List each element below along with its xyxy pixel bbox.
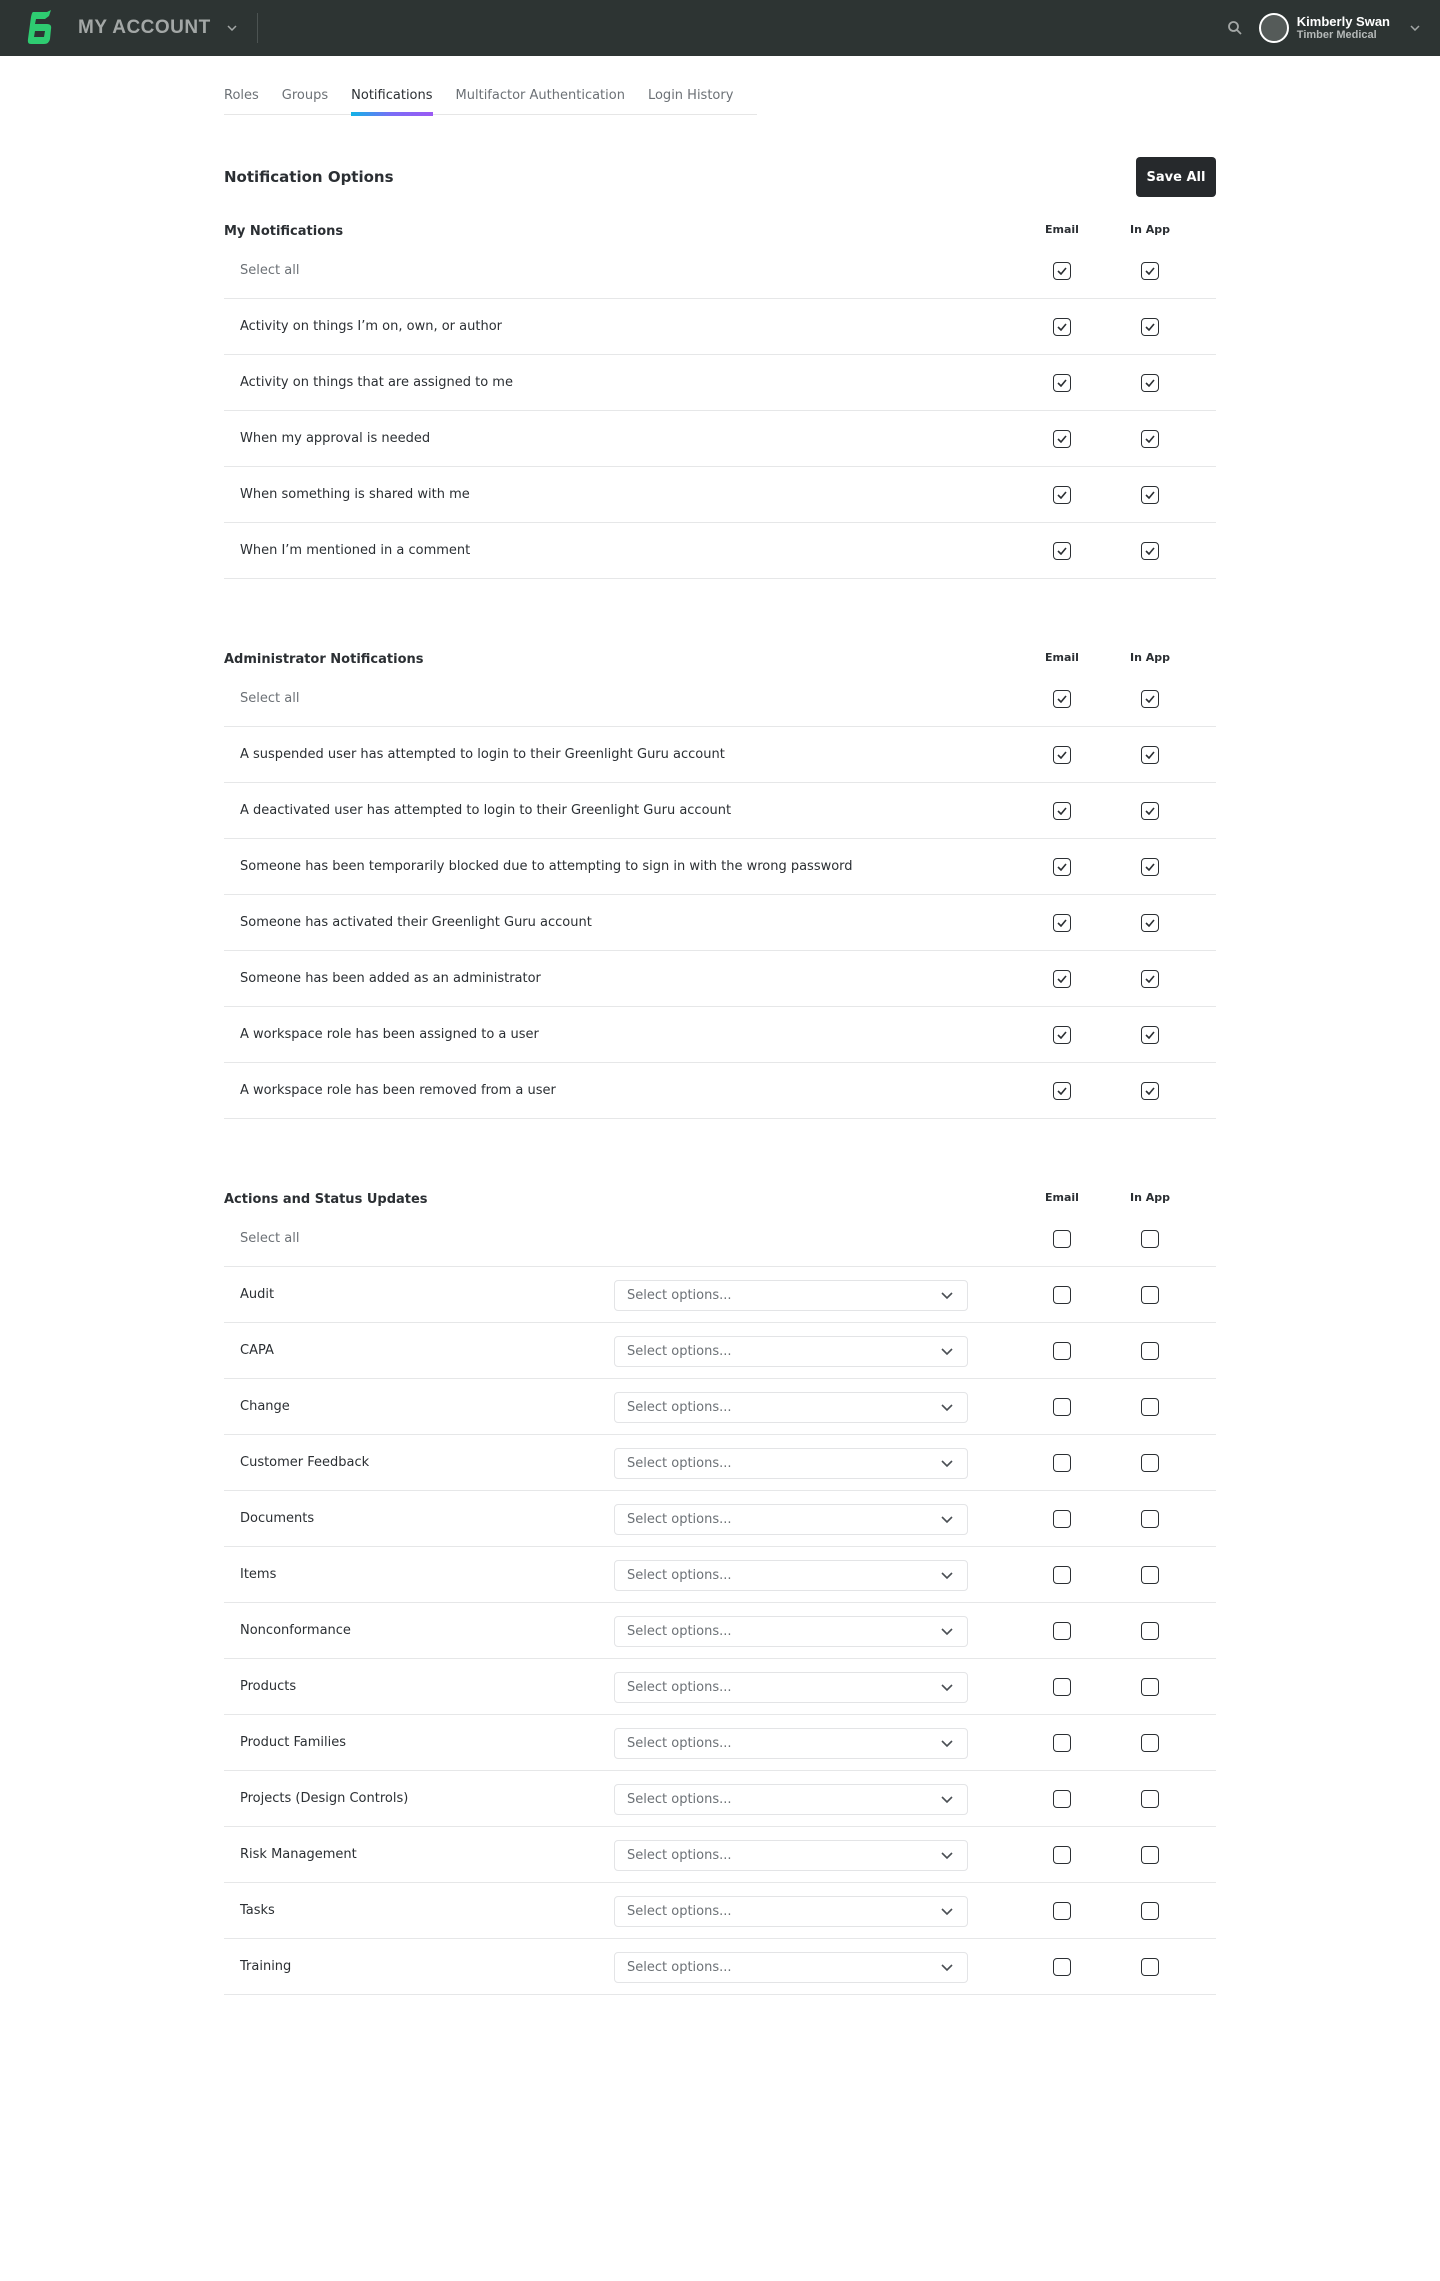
in-app-checkbox[interactable] [1141, 1286, 1159, 1304]
notification-label: Product Families [240, 1735, 347, 1750]
notification-label: Customer Feedback [240, 1455, 370, 1470]
notification-label: CAPA [240, 1343, 274, 1358]
notification-label: Products [240, 1679, 297, 1694]
actions-status-updates-section [224, 1187, 1216, 1995]
email-checkbox[interactable] [1053, 1958, 1071, 1976]
account-tabs [224, 82, 757, 115]
email-checkbox[interactable] [1053, 430, 1071, 448]
avatar[interactable] [1259, 13, 1289, 43]
email-checkbox[interactable] [1053, 802, 1071, 820]
notification-label: A deactivated user has attempted to login to their Greenlight Guru account [240, 803, 732, 818]
select-placeholder: Select options... [627, 1456, 732, 1471]
chevron-down-icon [939, 1680, 955, 1696]
chevron-down-icon [939, 1792, 955, 1808]
section-title: Administrator Notifications [224, 651, 424, 667]
in-app-column-header: In App [1129, 651, 1170, 664]
notification-row-a-suspended-user-has-attempted-to-login-to-their-greenlight-guru-account [224, 727, 1216, 783]
email-checkbox[interactable] [1053, 486, 1071, 504]
main-content [224, 82, 1216, 1995]
select-placeholder: Select options... [627, 1904, 732, 1919]
notification-label: When I’m mentioned in a comment [240, 543, 471, 558]
checkmark-icon [1145, 379, 1155, 387]
notification-row-items [224, 1547, 1216, 1603]
tab-login-history[interactable]: Login History [647, 88, 734, 103]
chevron-down-icon [939, 1960, 955, 1976]
checkmark-icon [1145, 1031, 1155, 1039]
select-all-in-app-checkbox[interactable] [1141, 262, 1159, 280]
notification-row-nonconformance [224, 1603, 1216, 1659]
checkmark-icon [1145, 323, 1155, 331]
email-checkbox[interactable] [1053, 1510, 1071, 1528]
checkmark-icon [1057, 695, 1067, 703]
tab-multifactor-authentication[interactable]: Multifactor Authentication [455, 88, 625, 103]
notification-row-when-something-is-shared-with-me [224, 467, 1216, 523]
notification-label: Risk Management [240, 1847, 357, 1862]
checkmark-icon [1057, 919, 1067, 927]
checkmark-icon [1057, 807, 1067, 815]
options-select-risk-management[interactable] [614, 1840, 968, 1871]
administrator-notifications-section [224, 647, 1216, 1119]
chevron-down-icon [939, 1456, 955, 1472]
notification-row-when-my-approval-is-needed [224, 411, 1216, 467]
in-app-checkbox[interactable] [1141, 1510, 1159, 1528]
user-org: Timber Medical [1296, 29, 1377, 41]
select-all-email-checkbox[interactable] [1053, 262, 1071, 280]
tab-groups[interactable]: Groups [281, 88, 329, 103]
tab-notifications[interactable]: Notifications [351, 82, 432, 115]
in-app-checkbox[interactable] [1141, 374, 1159, 392]
in-app-checkbox[interactable] [1141, 1846, 1159, 1864]
select-placeholder: Select options... [627, 1736, 732, 1751]
notification-label: A suspended user has attempted to login to their Greenlight Guru account [240, 747, 725, 762]
checkmark-icon [1145, 1087, 1155, 1095]
select-all-row [224, 671, 1216, 727]
email-checkbox[interactable] [1053, 1342, 1071, 1360]
notification-row-risk-management [224, 1827, 1216, 1883]
checkmark-icon [1145, 863, 1155, 871]
in-app-checkbox[interactable] [1141, 746, 1159, 764]
notification-row-audit [224, 1267, 1216, 1323]
checkmark-icon [1057, 491, 1067, 499]
select-placeholder: Select options... [627, 1792, 732, 1807]
select-placeholder: Select options... [627, 1624, 732, 1639]
notification-row-activity-on-things-that-are-assigned-to-me [224, 355, 1216, 411]
email-checkbox[interactable] [1053, 1026, 1071, 1044]
notification-label: When my approval is needed [240, 431, 431, 446]
notification-label: Documents [240, 1511, 315, 1526]
checkmark-icon [1145, 751, 1155, 759]
email-column-header: Email [1045, 651, 1079, 664]
notification-label: Someone has activated their Greenlight Guru account [240, 915, 592, 930]
top-nav-bar [0, 0, 1440, 56]
email-checkbox[interactable] [1053, 1454, 1071, 1472]
options-select-items[interactable] [614, 1560, 968, 1591]
checkmark-icon [1057, 1087, 1067, 1095]
app-title[interactable]: MY ACCOUNT [78, 17, 211, 38]
in-app-checkbox[interactable] [1141, 1398, 1159, 1416]
notification-row-training [224, 1939, 1216, 1995]
email-checkbox[interactable] [1053, 1846, 1071, 1864]
checkmark-icon [1145, 491, 1155, 499]
checkmark-icon [1145, 547, 1155, 555]
chevron-down-icon [939, 1344, 955, 1360]
checkmark-icon [1057, 547, 1067, 555]
divider [257, 13, 258, 43]
notification-row-capa [224, 1323, 1216, 1379]
chevron-down-icon [939, 1568, 955, 1584]
in-app-column-header: In App [1129, 1191, 1170, 1204]
email-checkbox[interactable] [1053, 970, 1071, 988]
checkmark-icon [1145, 919, 1155, 927]
notification-row-customer-feedback [224, 1435, 1216, 1491]
notification-label: Someone has been temporarily blocked due to attempting to sign in with the wrong password [240, 859, 853, 874]
in-app-checkbox[interactable] [1141, 1566, 1159, 1584]
notification-label: Change [240, 1399, 290, 1414]
notification-label: Activity on things that are assigned to me [240, 375, 513, 390]
notification-row-documents [224, 1491, 1216, 1547]
select-placeholder: Select options... [627, 1960, 732, 1975]
select-all-label: Select all [240, 691, 300, 706]
chevron-down-icon [939, 1288, 955, 1304]
notification-label: Audit [240, 1287, 275, 1302]
in-app-checkbox[interactable] [1141, 1454, 1159, 1472]
options-select-projects-design-controls[interactable] [614, 1784, 968, 1815]
notification-row-someone-has-been-temporarily-blocked-due-to-attempting-to-sign-in-with-the-wrong-password [224, 839, 1216, 895]
notification-row-change [224, 1379, 1216, 1435]
in-app-column-header: In App [1129, 223, 1170, 236]
email-checkbox[interactable] [1053, 1286, 1071, 1304]
greenlight-logo-icon[interactable] [20, 8, 60, 48]
select-placeholder: Select options... [627, 1400, 732, 1415]
email-checkbox[interactable] [1053, 1622, 1071, 1640]
notification-label: A workspace role has been assigned to a user [240, 1027, 539, 1042]
in-app-checkbox[interactable] [1141, 1734, 1159, 1752]
select-all-label: Select all [240, 263, 300, 278]
email-checkbox[interactable] [1053, 1678, 1071, 1696]
select-all-email-checkbox[interactable] [1053, 1230, 1071, 1248]
chevron-down-icon[interactable] [225, 21, 239, 35]
notification-row-a-workspace-role-has-been-assigned-to-a-user [224, 1007, 1216, 1063]
checkmark-icon [1145, 435, 1155, 443]
email-column-header: Email [1045, 223, 1079, 236]
options-select-customer-feedback[interactable] [614, 1448, 968, 1479]
notification-label: Tasks [240, 1903, 275, 1918]
email-checkbox[interactable] [1053, 858, 1071, 876]
tab-roles[interactable]: Roles [224, 88, 259, 103]
email-checkbox[interactable] [1053, 1902, 1071, 1920]
in-app-checkbox[interactable] [1141, 1082, 1159, 1100]
my-notifications-section [224, 219, 1216, 579]
select-placeholder: Select options... [627, 1344, 732, 1359]
options-select-capa[interactable] [614, 1336, 968, 1367]
checkmark-icon [1057, 323, 1067, 331]
checkmark-icon [1057, 267, 1067, 275]
select-all-in-app-checkbox[interactable] [1141, 1230, 1159, 1248]
select-all-row [224, 243, 1216, 299]
notification-label: Activity on things I’m on, own, or author [240, 319, 502, 334]
chevron-down-icon [939, 1400, 955, 1416]
email-checkbox[interactable] [1053, 1082, 1071, 1100]
notification-label: Nonconformance [240, 1623, 351, 1638]
save-all-button[interactable]: Save All [1136, 157, 1216, 197]
checkmark-icon [1057, 435, 1067, 443]
checkmark-icon [1145, 695, 1155, 703]
notification-row-a-deactivated-user-has-attempted-to-login-to-their-greenlight-guru-account [224, 783, 1216, 839]
chevron-down-icon[interactable] [1408, 21, 1422, 35]
checkmark-icon [1057, 751, 1067, 759]
options-select-products[interactable] [614, 1672, 968, 1703]
checkmark-icon [1057, 863, 1067, 871]
in-app-checkbox[interactable] [1141, 970, 1159, 988]
in-app-checkbox[interactable] [1141, 318, 1159, 336]
chevron-down-icon [939, 1624, 955, 1640]
chevron-down-icon [939, 1904, 955, 1920]
email-checkbox[interactable] [1053, 1734, 1071, 1752]
in-app-checkbox[interactable] [1141, 486, 1159, 504]
notification-row-when-i-m-mentioned-in-a-comment [224, 523, 1216, 579]
options-select-training[interactable] [614, 1952, 968, 1983]
search-icon[interactable] [1223, 16, 1247, 40]
notification-row-a-workspace-role-has-been-removed-from-a-user [224, 1063, 1216, 1119]
notification-row-someone-has-activated-their-greenlight-guru-account [224, 895, 1216, 951]
checkmark-icon [1145, 807, 1155, 815]
in-app-checkbox[interactable] [1141, 1902, 1159, 1920]
checkmark-icon [1145, 975, 1155, 983]
select-placeholder: Select options... [627, 1288, 732, 1303]
page-title: Notification Options [224, 168, 394, 186]
in-app-checkbox[interactable] [1141, 858, 1159, 876]
email-checkbox[interactable] [1053, 1566, 1071, 1584]
section-title: My Notifications [224, 223, 344, 239]
chevron-down-icon [939, 1848, 955, 1864]
checkmark-icon [1145, 267, 1155, 275]
in-app-checkbox[interactable] [1141, 1342, 1159, 1360]
notification-row-products [224, 1659, 1216, 1715]
notification-label: Items [240, 1567, 277, 1582]
email-column-header: Email [1045, 1191, 1079, 1204]
checkmark-icon [1057, 379, 1067, 387]
in-app-checkbox[interactable] [1141, 1678, 1159, 1696]
notification-label: When something is shared with me [240, 487, 470, 502]
email-checkbox[interactable] [1053, 542, 1071, 560]
select-placeholder: Select options... [627, 1848, 732, 1863]
in-app-checkbox[interactable] [1141, 1622, 1159, 1640]
notification-row-product-families [224, 1715, 1216, 1771]
notification-label: Someone has been added as an administrator [240, 971, 541, 986]
email-checkbox[interactable] [1053, 374, 1071, 392]
user-name: Kimberly Swan [1296, 14, 1390, 29]
notification-label: Training [240, 1959, 292, 1974]
email-checkbox[interactable] [1053, 914, 1071, 932]
options-select-nonconformance[interactable] [614, 1616, 968, 1647]
options-select-change[interactable] [614, 1392, 968, 1423]
select-placeholder: Select options... [627, 1568, 732, 1583]
options-select-audit[interactable] [614, 1280, 968, 1311]
options-select-product-families[interactable] [614, 1728, 968, 1759]
email-checkbox[interactable] [1053, 1398, 1071, 1416]
checkmark-icon [1057, 975, 1067, 983]
select-placeholder: Select options... [627, 1512, 732, 1527]
chevron-down-icon [939, 1512, 955, 1528]
in-app-checkbox[interactable] [1141, 542, 1159, 560]
select-all-in-app-checkbox[interactable] [1141, 690, 1159, 708]
notification-row-someone-has-been-added-as-an-administrator [224, 951, 1216, 1007]
email-checkbox[interactable] [1053, 746, 1071, 764]
select-all-email-checkbox[interactable] [1053, 690, 1071, 708]
in-app-checkbox[interactable] [1141, 1790, 1159, 1808]
select-placeholder: Select options... [627, 1680, 732, 1695]
in-app-checkbox[interactable] [1141, 914, 1159, 932]
chevron-down-icon [939, 1736, 955, 1752]
notification-label: A workspace role has been removed from a user [240, 1083, 556, 1098]
notification-label: Projects (Design Controls) [240, 1791, 409, 1806]
notification-row-activity-on-things-i-m-on-own-or-author [224, 299, 1216, 355]
checkmark-icon [1057, 1031, 1067, 1039]
section-title: Actions and Status Updates [224, 1191, 428, 1207]
options-select-tasks[interactable] [614, 1896, 968, 1927]
in-app-checkbox[interactable] [1141, 1958, 1159, 1976]
email-checkbox[interactable] [1053, 1790, 1071, 1808]
in-app-checkbox[interactable] [1141, 802, 1159, 820]
user-menu[interactable] [1297, 14, 1390, 42]
notification-row-tasks [224, 1883, 1216, 1939]
email-checkbox[interactable] [1053, 318, 1071, 336]
in-app-checkbox[interactable] [1141, 1026, 1159, 1044]
in-app-checkbox[interactable] [1141, 430, 1159, 448]
notification-row-projects-design-controls [224, 1771, 1216, 1827]
select-all-row [224, 1211, 1216, 1267]
options-select-documents[interactable] [614, 1504, 968, 1535]
select-all-label: Select all [240, 1231, 300, 1246]
